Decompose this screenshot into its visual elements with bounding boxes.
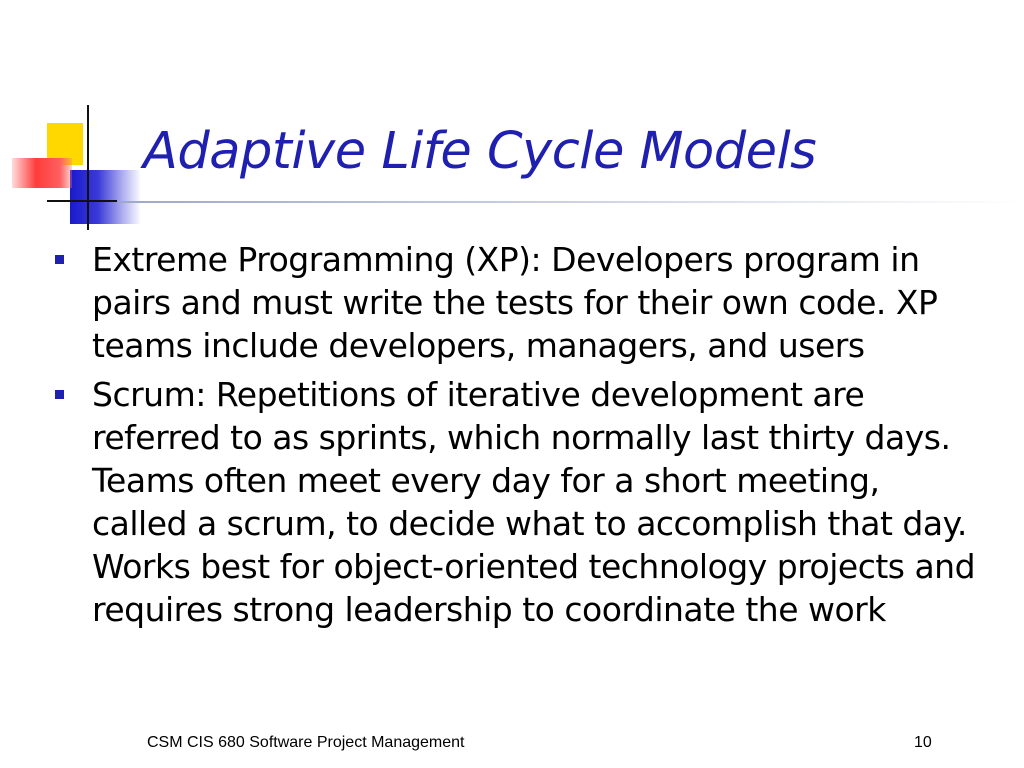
logo-horizontal-line bbox=[47, 200, 117, 202]
slide-title: Adaptive Life Cycle Models bbox=[143, 122, 817, 181]
logo-vertical-line bbox=[87, 105, 89, 230]
bullet-text: Scrum: Repetitions of iterative development are referred to as sprints, which normally last thirty days. Teams often meet every day for a short meeting, called a scrum, to decide what to accomplish that day. Works best for object-oriented technology projects and requires strong leadership to coordinate the work bbox=[92, 375, 976, 629]
logo-blue-square bbox=[70, 170, 140, 224]
square-bullet-icon bbox=[55, 255, 64, 264]
footer-page-number: 10 bbox=[914, 734, 932, 751]
slide-logo-graphic bbox=[0, 100, 150, 230]
bullet-list bbox=[50, 238, 980, 637]
logo-red-square bbox=[12, 158, 72, 188]
footer-course-title: CSM CIS 680 Software Project Management bbox=[147, 734, 465, 751]
bullet-text: Extreme Programming (XP): Developers program in pairs and must write the tests for their own code. XP teams include developers, managers, and users bbox=[92, 240, 938, 365]
title-divider bbox=[118, 201, 1024, 203]
bullet-item bbox=[50, 238, 980, 367]
bullet-item bbox=[50, 373, 980, 631]
square-bullet-icon bbox=[55, 390, 64, 399]
